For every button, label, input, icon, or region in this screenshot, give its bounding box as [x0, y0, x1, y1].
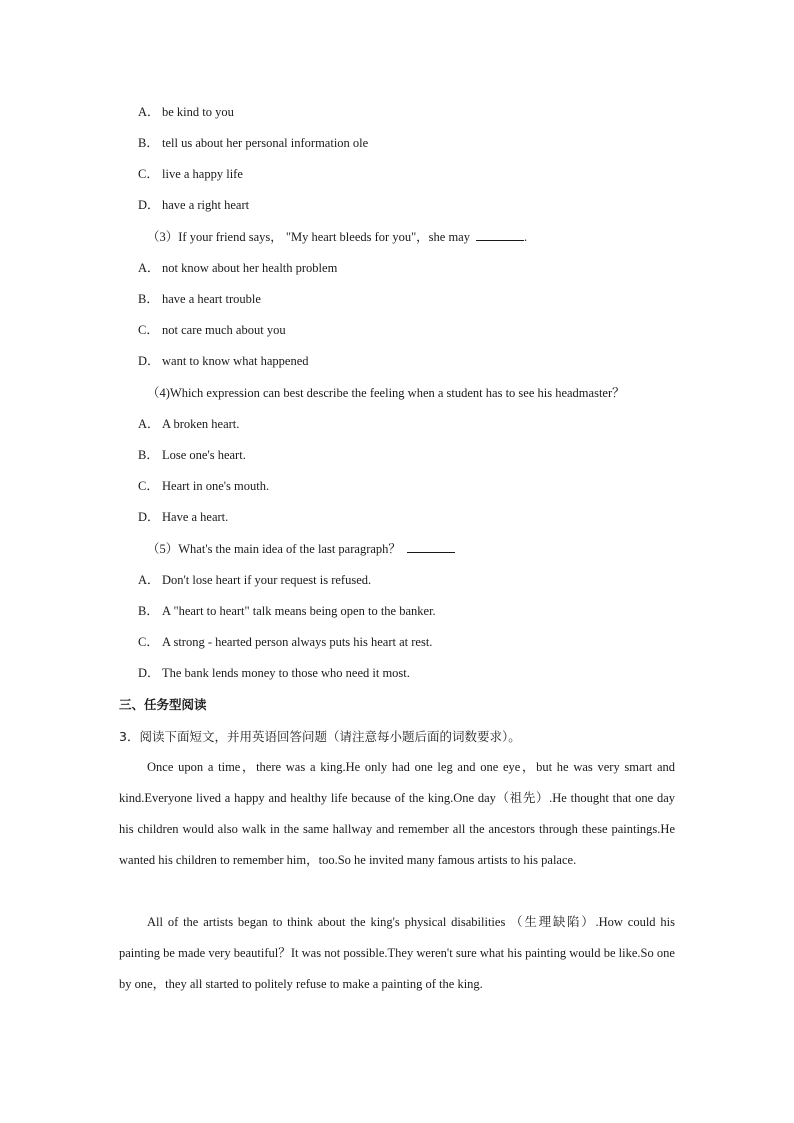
- q5-option-b: B． A "heart to heart" talk means being open to the banker.: [138, 604, 436, 618]
- passage-paragraph-1: Once upon a time，there was a king.He only had one leg and one eye，but he was very smart and kind.Everyone lived a happy and healthy life because of the king.One day（祖先）.He thought that one day his children would also walk in the same hallway and remember all the ancestors through these paintings.He wanted his children to remember him，too.So he invited many famous artists to his palace.: [119, 760, 675, 867]
- answer-blank: [476, 229, 524, 241]
- q5-option-d: D． The bank lends money to those who need it most.: [138, 666, 410, 680]
- q4-option-d: D． Have a heart.: [138, 510, 229, 524]
- q5-option-c: C． A strong - hearted person always puts his heart at rest.: [138, 635, 433, 649]
- question-3: （3）If your friend says， "My heart bleeds for you"，she may .: [147, 230, 528, 244]
- q5-option-a: A． Don't lose heart if your request is refused.: [138, 573, 372, 587]
- task-instruction: 3．阅读下面短文，并用英语回答问题（请注意每小题后面的词数要求）。: [119, 729, 521, 744]
- q4-option-c: C． Heart in one's mouth.: [138, 479, 270, 493]
- q3-option-d: D． want to know what happened: [138, 354, 309, 368]
- q2-option-c: C． live a happy life: [138, 167, 243, 181]
- q3-option-a: A． not know about her health problem: [138, 261, 338, 275]
- q3-option-c: C． not care much about you: [138, 323, 286, 337]
- q4-option-b: B． Lose one's heart.: [138, 448, 246, 462]
- answer-blank: [407, 541, 455, 553]
- question-4: （4)Which expression can best describe the feeling when a student has to see his headmaster？: [147, 386, 625, 400]
- q2-option-a: A． be kind to you: [138, 105, 234, 119]
- question-5: （5）What's the main idea of the last paragraph？: [147, 541, 455, 557]
- q2-option-d: D． have a right heart: [138, 198, 250, 212]
- q4-option-a: A． A broken heart.: [138, 417, 240, 431]
- passage-paragraph-2: All of the artists began to think about the king's physical disabilities （生理缺陷）.How could his painting be made very beautiful？It was not possible.They weren't sure what his painting would be like.So one by one，they all started to politely refuse to make a painting of the king.: [119, 915, 675, 991]
- q3-option-b: B． have a heart trouble: [138, 292, 261, 306]
- q2-option-b: B． tell us about her personal information ole: [138, 136, 369, 150]
- section-title: 三、任务型阅读: [119, 697, 207, 712]
